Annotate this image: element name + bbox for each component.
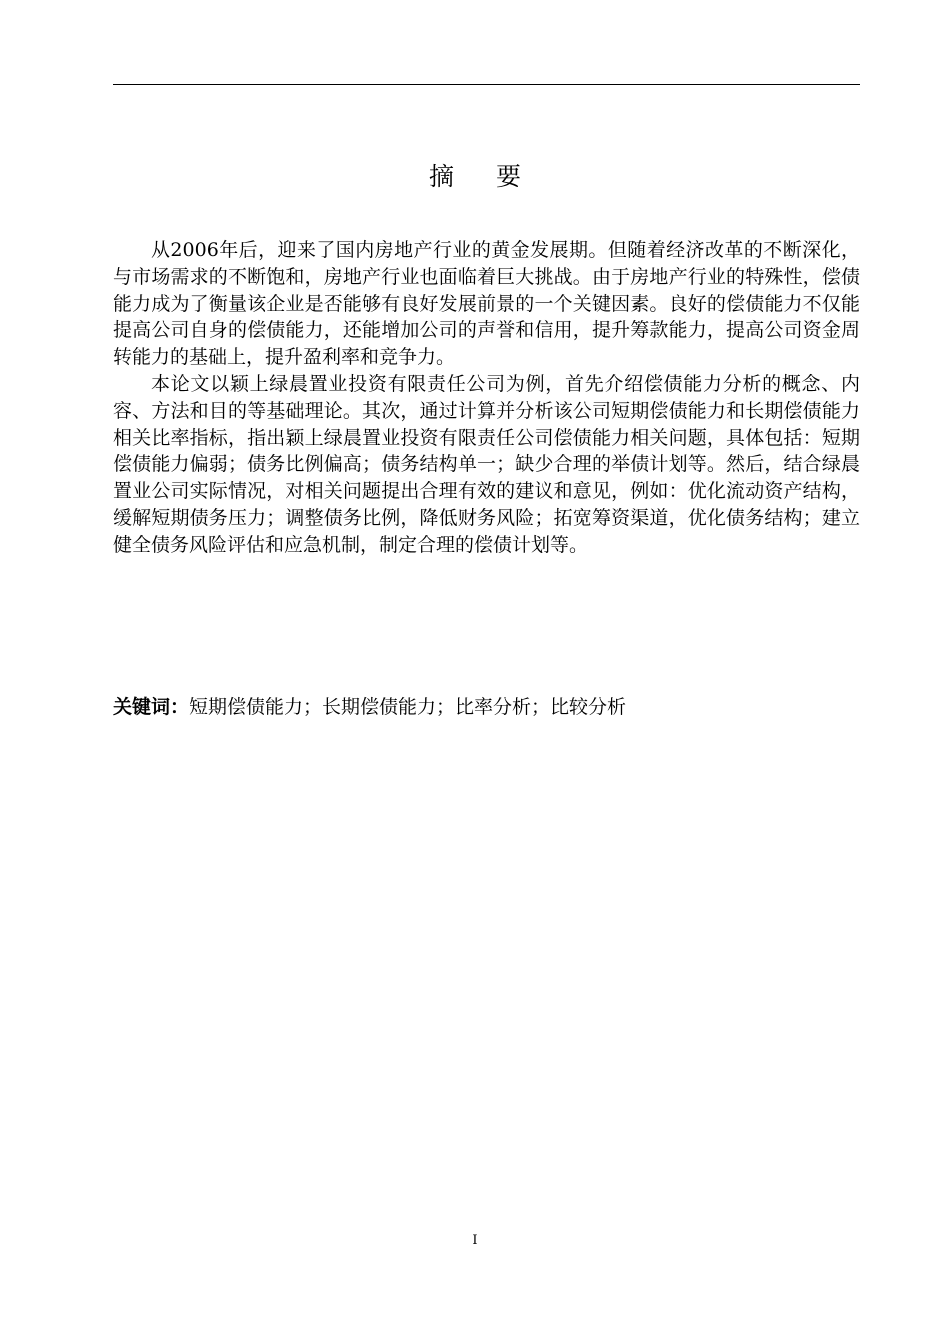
page-title (0, 160, 950, 194)
abstract-body (113, 237, 860, 559)
title-char-1: 摘 (428, 162, 454, 191)
keywords-text: 短期偿债能力；长期偿债能力；比率分析；比较分析 (189, 696, 627, 718)
abstract-paragraph-1: 从2006年后，迎来了国内房地产行业的黄金发展期。但随着经济改革的不断深化，与市场需求的不断饱和，房地产行业也面临着巨大挑战。由于房地产行业的特殊性，偿债能力成为了衡量该企业是否能够有良好发展前景的一个关键因素。良好的偿债能力不仅能提高公司自身的偿债能力，还能增加公司的声誉和信用，提升筹款能力，提高公司资金周转能力的基础上，提升盈利率和竞争力。 (113, 239, 860, 369)
header-rule (113, 84, 860, 85)
title-char-2: 要 (496, 162, 522, 191)
abstract-paragraph-2: 本论文以颖上绿晨置业投资有限责任公司为例，首先介绍偿债能力分析的概念、内容、方法和目的等基础理论。其次，通过计算并分析该公司短期偿债能力和长期偿债能力相关比率指标，指出颖上绿晨置业投资有限责任公司偿债能力相关问题，具体包括：短期偿债能力偏弱；债务比例偏高；债务结构单一；缺少合理的举债计划等。然后，结合绿晨置业公司实际情况，对相关问题提出合理有效的建议和意见，例如：优化流动资产结构，缓解短期债务压力；调整债务比例，降低财务风险；拓宽筹资渠道，优化债务结构；建立健全债务风险评估和应急机制，制定合理的偿债计划等。 (113, 372, 860, 556)
keywords-line (113, 693, 860, 721)
keywords-label: 关键词： (113, 696, 190, 718)
page-number: I (472, 1233, 478, 1248)
